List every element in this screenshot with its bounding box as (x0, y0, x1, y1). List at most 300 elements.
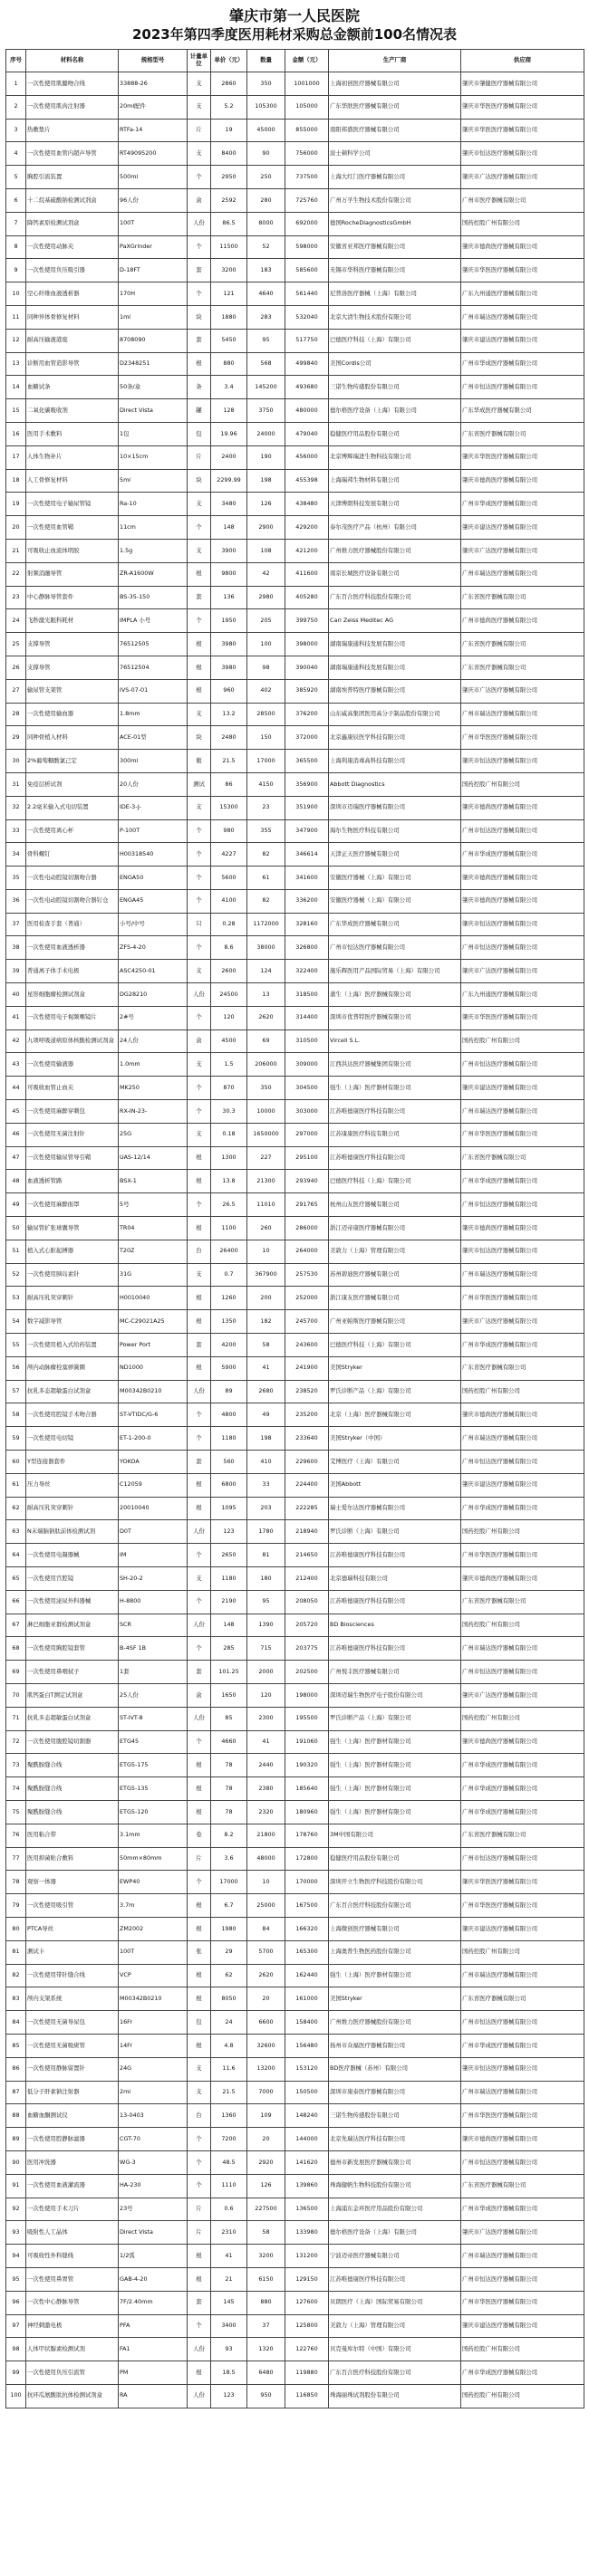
col-manufacturer-cell: 北京鑫康辰医学科技有限公司 (329, 726, 461, 750)
col-manufacturer-cell: Carl Zeiss Meditec AG (329, 609, 461, 633)
col-manufacturer-cell: 广州市恒达医疗器械有限公司 (329, 936, 461, 960)
col-unit-price-cell: 21.5 (211, 2081, 247, 2104)
col-spec-cell: SH-20-2 (119, 1567, 188, 1591)
col-spec-cell: YOKOA (119, 1451, 188, 1474)
col-supplier-cell: 广州市恒达医疗器械有限公司 (461, 2267, 584, 2291)
col-spec-cell: IVS-07-01 (119, 679, 188, 703)
col-unit-price-cell: 17000 (211, 1871, 247, 1894)
col-material-name-cell: 一次性使用负压吸引器 (26, 259, 119, 282)
col-amount-cell: 166320 (285, 1917, 329, 1940)
col-unit-cell: 根 (188, 1987, 211, 2011)
col-amount-cell: 438480 (285, 493, 329, 516)
col-unit-cell: 根 (188, 1777, 211, 1801)
col-amount-cell: 532040 (285, 305, 329, 329)
col-unit-cell: 支 (188, 493, 211, 516)
col-manufacturer-cell: 三诺生物传感股份有限公司 (329, 376, 461, 399)
table-row (6, 1683, 584, 1707)
col-supplier-cell: 广州市华成医疗器械有限公司 (461, 1754, 584, 1777)
col-amount-cell: 153120 (285, 2057, 329, 2081)
col-spec-cell: HA-230 (119, 2174, 188, 2198)
col-supplier-cell: 广州市华成医疗器械有限公司 (461, 1170, 584, 1193)
col-unit-price-cell: 0.28 (211, 913, 247, 936)
report-header (5, 7, 584, 43)
col-material-name-cell: 人体甲状腺素检测试剂 (26, 2338, 119, 2361)
col-spec-cell: 16Fr (119, 2011, 188, 2035)
col-manufacturer-cell: 江苏唯德康医疗科技有限公司 (329, 1590, 461, 1614)
col-amount-cell: 224400 (285, 1473, 329, 1497)
col-material-name-cell: 一次性使用电子输尿管镜 (26, 493, 119, 516)
col-quantity-cell: 205 (247, 609, 285, 633)
col-index-cell: 57 (6, 1380, 26, 1403)
table-row (6, 119, 584, 142)
col-spec-cell: TR04 (119, 1217, 188, 1240)
col-amount-cell: 127600 (285, 2291, 329, 2314)
col-unit-price-cell: 560 (211, 1451, 247, 1474)
col-manufacturer-cell: 艾博医疗（上海）有限公司 (329, 1451, 461, 1474)
col-manufacturer-cell: 安徽省亚邦医疗器械有限公司 (329, 235, 461, 259)
col-spec-cell: H00318540 (119, 843, 188, 867)
col-spec-cell: 11cm (119, 516, 188, 540)
col-quantity-cell: 715 (247, 1637, 285, 1661)
col-unit-cell: 根 (188, 562, 211, 586)
col-quantity-cell: 23 (247, 796, 285, 819)
col-material-name-cell: 血液透析管路 (26, 1170, 119, 1193)
col-manufacturer-cell: 湖南瑞康通科技发展有限公司 (329, 633, 461, 656)
col-unit-price-cell: 19.96 (211, 422, 247, 445)
col-spec-cell: 14Fr (119, 2034, 188, 2057)
col-material-name-header: 材料名称 (26, 50, 119, 72)
col-manufacturer-cell: 天津博朗科技发展有限公司 (329, 493, 461, 516)
table-row (6, 843, 584, 867)
col-spec-cell: ETG5-120 (119, 1800, 188, 1824)
col-material-name-cell: 可吸收血管止血夹 (26, 1077, 119, 1100)
col-unit-price-cell: 1180 (211, 1427, 247, 1451)
col-material-name-cell: 医用抑菌贴合敷料 (26, 1847, 119, 1871)
col-spec-cell: 76512505 (119, 633, 188, 656)
col-manufacturer-cell: 江苏康康医疗科技有限公司 (329, 1123, 461, 1146)
col-unit-cell: 个 (188, 2174, 211, 2198)
col-manufacturer-cell: BD Biosciences (329, 1614, 461, 1637)
col-manufacturer-cell: 南京长城医疗设备有限公司 (329, 562, 461, 586)
col-unit-header: 计量单位 (188, 50, 211, 72)
col-manufacturer-cell: 广东百合医疗科技股份有限公司 (329, 1894, 461, 1918)
col-supplier-cell: 肇庆市德尚医疗器械有限公司 (461, 2128, 584, 2151)
col-index-cell: 28 (6, 703, 26, 726)
col-unit-price-cell: 2310 (211, 2221, 247, 2245)
col-quantity-cell: 4150 (247, 772, 285, 796)
col-supplier-cell: 广东省医疗器械有限公司 (461, 422, 584, 445)
col-material-name-cell: 医用检查手套（普通） (26, 913, 119, 936)
col-manufacturer-cell: 美敦力（上海）管理有限公司 (329, 2314, 461, 2338)
col-material-name-cell: 骨科螺钉 (26, 843, 119, 867)
col-quantity-cell: 2440 (247, 1754, 285, 1777)
col-supplier-cell: 国药控股广州有限公司 (461, 1614, 584, 1637)
col-unit-cell: 支 (188, 703, 211, 726)
col-unit-cell: 个 (188, 1544, 211, 1567)
col-spec-cell: IDE-3-J- (119, 796, 188, 819)
col-index-cell: 8 (6, 235, 26, 259)
col-index-cell: 62 (6, 1497, 26, 1520)
col-supplier-cell: 广州市恒达医疗器械有限公司 (461, 1847, 584, 1871)
col-index-cell: 68 (6, 1637, 26, 1661)
col-supplier-cell: 广东九州通医疗器械有限公司 (461, 983, 584, 1007)
col-supplier-cell: 国药控股广州有限公司 (461, 1707, 584, 1730)
col-quantity-cell: 2920 (247, 2150, 285, 2174)
col-spec-cell: MK250 (119, 1077, 188, 1100)
col-quantity-cell: 82 (247, 889, 285, 913)
col-quantity-cell: 203 (247, 1497, 285, 1520)
table-row (6, 1403, 584, 1427)
col-supplier-cell: 国药控股广州有限公司 (461, 1940, 584, 1964)
col-manufacturer-cell: 美国Stryker (329, 1987, 461, 2011)
col-quantity-cell: 355 (247, 819, 285, 843)
col-unit-cell: 根 (188, 633, 211, 656)
col-index-cell: 40 (6, 983, 26, 1007)
col-amount-cell: 286000 (285, 1217, 329, 1240)
col-spec-cell: C12059 (119, 1473, 188, 1497)
col-material-name-cell: 一次性使用负压引流管 (26, 2361, 119, 2385)
col-supplier-cell: 广东省医疗器械有限公司 (461, 1146, 584, 1170)
col-amount-cell: 212400 (285, 1567, 329, 1591)
col-unit-cell: 人份 (188, 212, 211, 235)
col-quantity-cell: 568 (247, 352, 285, 376)
col-unit-cell: 人份 (188, 983, 211, 1007)
col-amount-cell: 218940 (285, 1520, 329, 1544)
col-manufacturer-cell: 宁波迈帝医疗器械有限公司 (329, 2245, 461, 2268)
col-unit-price-cell: 136 (211, 586, 247, 609)
col-index-cell: 59 (6, 1427, 26, 1451)
col-unit-price-cell: 78 (211, 1800, 247, 1824)
col-unit-price-cell: 8400 (211, 142, 247, 166)
table-row (6, 1451, 584, 1474)
table-row (6, 1847, 584, 1871)
col-material-name-cell: 二氧化碳吸收剂 (26, 399, 119, 423)
col-supplier-cell: 广州市恒达医疗器械有限公司 (461, 1053, 584, 1077)
col-material-name-cell: 一次性使用无菌注射针 (26, 1123, 119, 1146)
col-unit-cell: 根 (188, 1917, 211, 1940)
col-supplier-cell: 广州市瑞达医疗器械有限公司 (461, 1964, 584, 1987)
col-spec-cell: 2#号 (119, 1006, 188, 1029)
col-index-cell: 99 (6, 2361, 26, 2385)
col-index-cell: 75 (6, 1800, 26, 1824)
col-quantity-cell: 150 (247, 726, 285, 750)
table-row (6, 2267, 584, 2291)
col-spec-cell: Direct Vista (119, 2221, 188, 2245)
table-row (6, 2338, 584, 2361)
table-row (6, 1217, 584, 1240)
col-index-cell: 2 (6, 95, 26, 119)
col-material-name-cell: 一次性使用胸腔镜套管 (26, 1637, 119, 1661)
table-row (6, 1590, 584, 1614)
col-supplier-cell: 广州市恒达医疗器械有限公司 (461, 1661, 584, 1684)
col-manufacturer-cell: 强生（上海）医疗器材有限公司 (329, 1077, 461, 1100)
col-unit-cell: 人份 (188, 1614, 211, 1637)
col-material-name-cell: 神经刺激电极 (26, 2314, 119, 2338)
col-spec-cell: ASC4250-01 (119, 960, 188, 983)
col-quantity-cell: 198 (247, 469, 285, 493)
col-spec-cell: 31G (119, 1263, 188, 1287)
col-amount-cell: 178760 (285, 1824, 329, 1847)
col-index-cell: 19 (6, 493, 26, 516)
col-supplier-cell: 广东省医疗器械有限公司 (461, 1356, 584, 1380)
col-index-cell: 86 (6, 2057, 26, 2081)
col-spec-cell: UAS-12/14 (119, 1146, 188, 1170)
col-unit-price-cell: 26400 (211, 1240, 247, 1263)
col-manufacturer-cell: 德州市新发展医疗器械有限公司 (329, 2150, 461, 2174)
col-quantity-cell: 3750 (247, 399, 285, 423)
col-index-cell: 47 (6, 1146, 26, 1170)
col-quantity-cell: 21800 (247, 1824, 285, 1847)
col-quantity-cell: 41 (247, 1730, 285, 1754)
col-supplier-cell: 广州市华医医疗器械有限公司 (461, 1123, 584, 1146)
col-spec-cell: 76512504 (119, 656, 188, 679)
col-supplier-cell: 肇庆市恒达医疗器械有限公司 (461, 750, 584, 773)
col-supplier-cell: 广州市华成医疗器械有限公司 (461, 2034, 584, 2057)
table-row (6, 399, 584, 423)
col-index-cell: 43 (6, 1053, 26, 1077)
col-material-name-cell: 一次性使用肌肉注射器 (26, 95, 119, 119)
col-material-name-cell: 飞秒激光眼科耗材 (26, 609, 119, 633)
col-spec-cell: ST-VTIDC/G-6 (119, 1403, 188, 1427)
col-manufacturer-cell: 北京德瑞科技有限公司 (329, 1567, 461, 1591)
col-spec-cell: 24人份 (119, 1029, 188, 1053)
col-unit-cell: 支 (188, 2057, 211, 2081)
col-amount-cell: 421200 (285, 539, 329, 562)
col-amount-cell: 756000 (285, 142, 329, 166)
col-spec-cell: 3.7m (119, 1894, 188, 1918)
col-quantity-cell: 126 (247, 493, 285, 516)
col-quantity-cell: 25000 (247, 1894, 285, 1918)
col-spec-cell: M00342B0210 (119, 1380, 188, 1403)
col-unit-price-cell: 870 (211, 1077, 247, 1100)
col-index-cell: 91 (6, 2174, 26, 2198)
col-manufacturer-cell: 浙江康友医疗器械有限公司 (329, 1287, 461, 1310)
table-row (6, 750, 584, 773)
table-row (6, 2128, 584, 2151)
col-spec-cell: PFA (119, 2314, 188, 2338)
col-manufacturer-cell: 苏州碧迪医疗器械有限公司 (329, 1263, 461, 1287)
col-unit-price-cell: 4800 (211, 1403, 247, 1427)
col-spec-cell: 500ml (119, 166, 188, 189)
col-manufacturer-cell: 广州维力医疗器械股份有限公司 (329, 2011, 461, 2035)
col-index-cell: 69 (6, 1661, 26, 1684)
col-unit-price-cell: 1880 (211, 305, 247, 329)
col-material-name-cell: PTCA导丝 (26, 1917, 119, 1940)
table-row (6, 2174, 584, 2198)
col-index-cell: 26 (6, 656, 26, 679)
col-index-cell: 36 (6, 889, 26, 913)
col-unit-price-cell: 2400 (211, 445, 247, 469)
col-amount-cell: 429200 (285, 516, 329, 540)
col-unit-cell: 根 (188, 352, 211, 376)
table-row (6, 2104, 584, 2128)
col-amount-cell: 322400 (285, 960, 329, 983)
col-material-name-cell: 十二烷基硫酸钠检测试剂盒 (26, 188, 119, 212)
col-manufacturer-cell: 广州亚帕斯医疗器械有限公司 (329, 1310, 461, 1334)
col-manufacturer-cell: 珠海健帆生物科技股份有限公司 (329, 2174, 461, 2198)
col-supplier-cell: 肇庆市广达医疗器械有限公司 (461, 539, 584, 562)
col-manufacturer-cell: 强生（上海）医疗器材有限公司 (329, 1800, 461, 1824)
col-unit-cell: 个 (188, 936, 211, 960)
col-quantity-cell: 350 (247, 72, 285, 96)
col-quantity-cell: 260 (247, 1217, 285, 1240)
col-supplier-cell: 国药控股广州有限公司 (461, 2384, 584, 2408)
col-unit-price-cell: 2950 (211, 166, 247, 189)
col-spec-cell: BS-35-150 (119, 586, 188, 609)
col-material-name-cell: 一次性使用电切镜 (26, 1427, 119, 1451)
col-supplier-cell: 广东九州通医疗器械有限公司 (461, 282, 584, 306)
table-row (6, 1964, 584, 1987)
col-spec-cell: ZM2002 (119, 1917, 188, 1940)
col-supplier-cell: 广州市华医医疗器械有限公司 (461, 1287, 584, 1310)
col-unit-cell: 个 (188, 282, 211, 306)
col-supplier-cell: 肇庆市广达医疗器械有限公司 (461, 2221, 584, 2245)
col-index-cell: 77 (6, 1847, 26, 1871)
col-manufacturer-cell: 广东百合医疗科技股份有限公司 (329, 586, 461, 609)
col-amount-cell: 208050 (285, 1590, 329, 1614)
col-spec-cell: D0T (119, 1520, 188, 1544)
col-unit-price-cell: 6800 (211, 1473, 247, 1497)
col-quantity-cell: 10000 (247, 1100, 285, 1124)
col-unit-cell: 套 (188, 1451, 211, 1474)
col-unit-cell: 条 (188, 376, 211, 399)
col-amount-cell: 136500 (285, 2198, 329, 2221)
col-quantity-cell: 367900 (247, 1263, 285, 1287)
col-index-cell: 65 (6, 1567, 26, 1591)
col-material-name-cell: 支撑导管 (26, 656, 119, 679)
col-material-name-cell: 一次性使用宫腔镜 (26, 1567, 119, 1591)
col-unit-price-cell: 1110 (211, 2174, 247, 2198)
col-spec-cell: RTFa-14 (119, 119, 188, 142)
col-unit-cell: 个 (188, 166, 211, 189)
col-quantity-cell: 145200 (247, 376, 285, 399)
col-supplier-cell: 肇庆市建达医疗器械有限公司 (461, 2314, 584, 2338)
col-amount-cell: 385920 (285, 679, 329, 703)
col-spec-cell: 1.0mm (119, 1053, 188, 1077)
col-unit-cell: 个 (188, 1871, 211, 1894)
col-quantity-cell: 180 (247, 1567, 285, 1591)
col-manufacturer-cell: 美国Stryker (329, 1356, 461, 1380)
col-quantity-cell: 124 (247, 960, 285, 983)
col-index-cell: 82 (6, 1964, 26, 1987)
col-amount-cell: 243600 (285, 1334, 329, 1357)
col-amount-cell: 293940 (285, 1170, 329, 1193)
col-material-name-cell: 一次性使用电子视频喉镜片 (26, 1006, 119, 1029)
col-index-cell: 12 (6, 329, 26, 352)
col-spec-cell: CGT-70 (119, 2128, 188, 2151)
col-unit-price-cell: 1950 (211, 609, 247, 633)
col-manufacturer-cell: 德尔格医疗设备（上海）有限公司 (329, 399, 461, 423)
col-unit-price-cell: 93 (211, 2338, 247, 2361)
table-row (6, 376, 584, 399)
col-material-name-cell: 一次性使用血管内超声导管 (26, 142, 119, 166)
col-unit-cell: 人份 (188, 1380, 211, 1403)
col-supplier-cell: 肇庆市德尚医疗器械有限公司 (461, 1403, 584, 1427)
col-index-cell: 89 (6, 2128, 26, 2151)
col-amount-cell: 119880 (285, 2361, 329, 2385)
col-spec-cell: RX-IN-23- (119, 1100, 188, 1124)
col-manufacturer-cell: 尼普洛医疗器械（上海）有限公司 (329, 282, 461, 306)
col-quantity-cell: 10 (247, 1871, 285, 1894)
table-row (6, 1987, 584, 2011)
col-material-name-cell: 血糖血酮测试仪 (26, 2104, 119, 2128)
table-row (6, 913, 584, 936)
table-row (6, 1380, 584, 1403)
col-quantity-cell: 13 (247, 983, 285, 1007)
col-quantity-cell: 183 (247, 259, 285, 282)
col-spec-cell: ST-IVT-8 (119, 1707, 188, 1730)
col-index-cell: 92 (6, 2198, 26, 2221)
col-amount-cell: 257530 (285, 1263, 329, 1287)
col-supplier-cell: 广州市华成医疗器械有限公司 (461, 352, 584, 376)
col-spec-cell: B-4SF 1B (119, 1637, 188, 1661)
col-spec-cell: PaXGrinder (119, 235, 188, 259)
col-unit-price-cell: 4100 (211, 889, 247, 913)
col-unit-cell: 个 (188, 1427, 211, 1451)
col-amount-cell: 131200 (285, 2245, 329, 2268)
col-unit-cell: 个 (188, 609, 211, 633)
col-unit-cell: 个 (188, 1403, 211, 1427)
col-material-name-cell: 观察一体器 (26, 1871, 119, 1894)
col-unit-cell: 套 (188, 586, 211, 609)
col-unit-price-cell: 1100 (211, 1217, 247, 1240)
col-amount-cell: 479040 (285, 422, 329, 445)
col-amount-cell: 310500 (285, 1029, 329, 1053)
col-material-name-cell: 同种骨植入材料 (26, 726, 119, 750)
col-material-name-cell: Y型连接器套件 (26, 1451, 119, 1474)
col-manufacturer-cell: 广东华肤医疗器械有限公司 (329, 95, 461, 119)
col-index-cell: 4 (6, 142, 26, 166)
col-unit-cell: 根 (188, 1310, 211, 1334)
col-unit-price-cell: 0.18 (211, 1123, 247, 1146)
col-manufacturer-cell: 强生（上海）医疗器材有限公司 (329, 1730, 461, 1754)
col-amount-cell: 141620 (285, 2150, 329, 2174)
col-manufacturer-cell: 上海微创医疗器械有限公司 (329, 1917, 461, 1940)
table-row (6, 2150, 584, 2174)
col-unit-price-cell: 6.7 (211, 1894, 247, 1918)
col-amount-cell: 318500 (285, 983, 329, 1007)
col-material-name-cell: 低分子肝素钠注射器 (26, 2081, 119, 2104)
col-amount-cell: 455398 (285, 469, 329, 493)
col-manufacturer-cell: 北京大清生物技术股份有限公司 (329, 305, 461, 329)
col-index-cell: 25 (6, 633, 26, 656)
col-quantity-cell: 1172000 (247, 913, 285, 936)
col-supplier-cell: 国药控股广州有限公司 (461, 212, 584, 235)
col-unit-cell: 包 (188, 2011, 211, 2035)
col-index-cell: 80 (6, 1917, 26, 1940)
col-index-cell: 10 (6, 282, 26, 306)
col-supplier-cell: 肇庆市华医医疗器械有限公司 (461, 119, 584, 142)
col-quantity-cell: 2620 (247, 1964, 285, 1987)
col-amount-cell: 598000 (285, 235, 329, 259)
col-supplier-cell: 广州市华医医疗器械有限公司 (461, 726, 584, 750)
col-material-name-cell: 吸附性人工晶体 (26, 2221, 119, 2245)
col-material-name-cell: 2.2毫米输入式电切装置 (26, 796, 119, 819)
col-index-cell: 29 (6, 726, 26, 750)
table-row (6, 2384, 584, 2408)
col-material-name-cell: 一次性使用无菌吸痰管 (26, 2034, 119, 2057)
col-index-cell: 97 (6, 2314, 26, 2338)
col-unit-price-cell: 1360 (211, 2104, 247, 2128)
col-material-name-cell: 血糖试条 (26, 376, 119, 399)
col-index-cell: 13 (6, 352, 26, 376)
table-row (6, 1170, 584, 1193)
col-quantity-cell: 2380 (247, 1777, 285, 1801)
col-material-name-cell: 淋巴细胞亚群检测试剂盒 (26, 1614, 119, 1637)
col-material-name-cell: 一次性使用吸引管 (26, 1894, 119, 1918)
col-quantity-cell: 6150 (247, 2267, 285, 2291)
col-index-cell: 64 (6, 1544, 26, 1567)
